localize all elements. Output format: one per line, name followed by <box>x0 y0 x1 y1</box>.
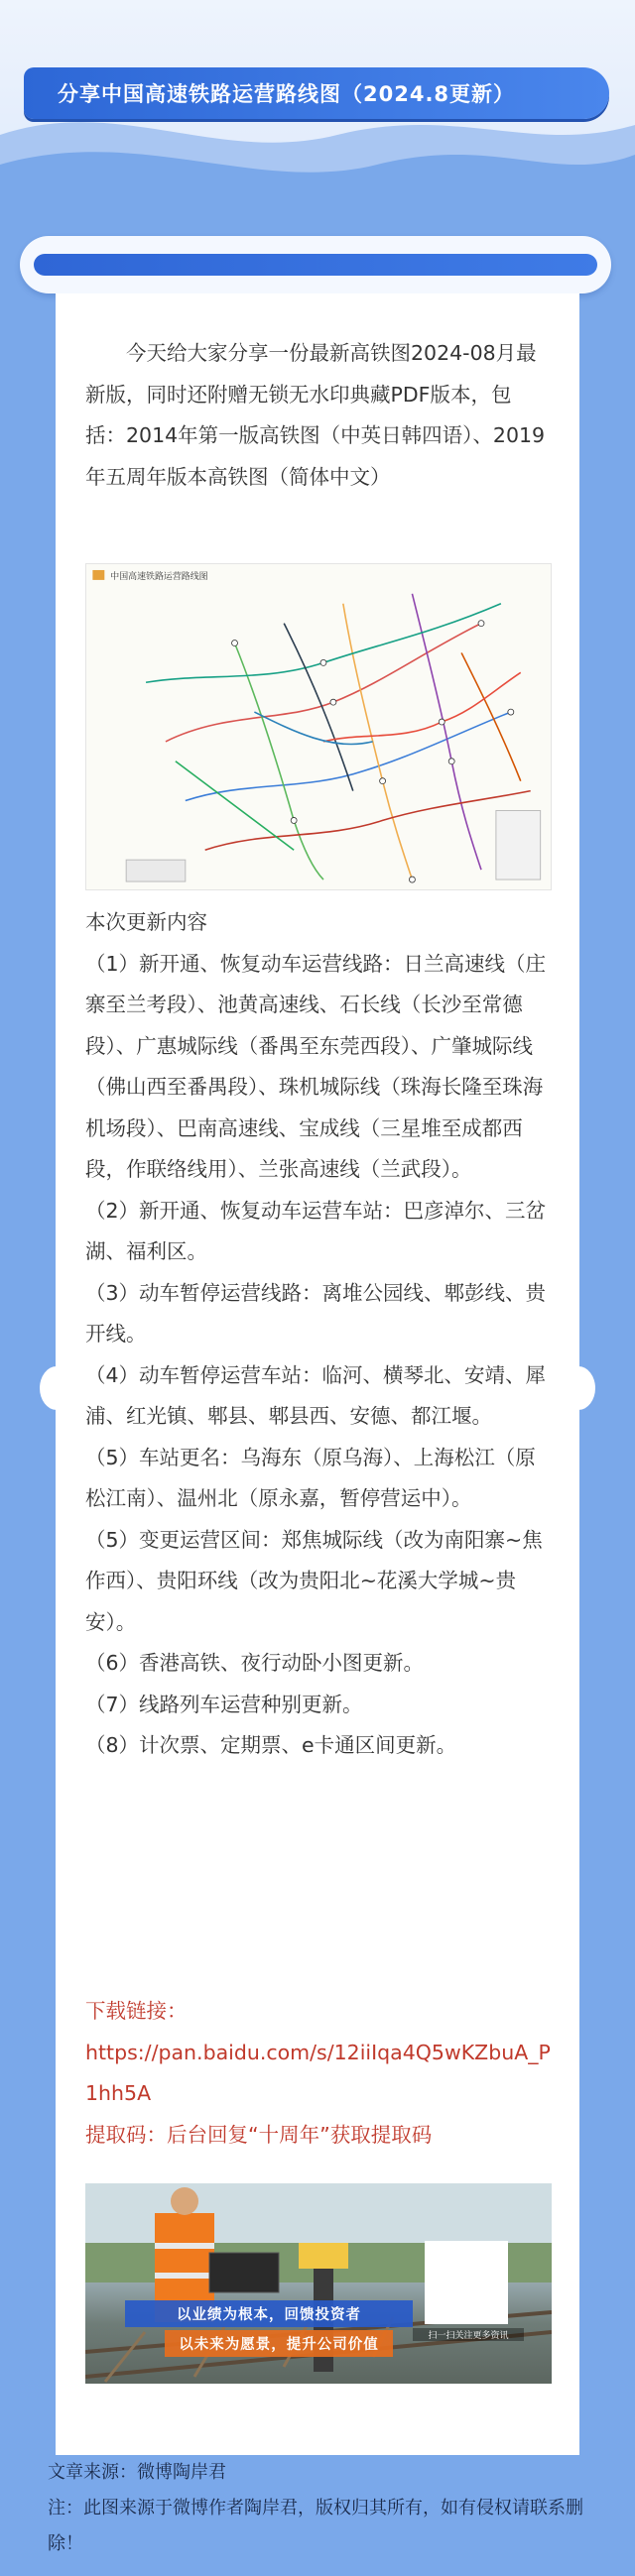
footer <box>48 2455 603 2562</box>
article-card <box>56 293 579 2455</box>
qr-code[interactable] <box>425 2241 508 2324</box>
update-item: （8）计次票、定期票、e卡通区间更新。 <box>85 1733 457 1757</box>
card-header-bar <box>34 254 597 276</box>
article-intro: 今天给大家分享一份最新高铁图2024-08月最新版，同时还附赠无锁无水印典藏PDF版本，包括：2014年第一版高铁图（中英日韩四语）、2019年五周年版本高铁图（简体中文） <box>85 341 546 489</box>
update-item: （5）车站更名：乌海东（原乌海）、上海松江（原松江南）、温州北（原永嘉，暂停营运中）。 <box>85 1445 536 1510</box>
railway-map-graphic <box>86 564 551 889</box>
promo-slogan-1: 以业绩为根本，回馈投资者 <box>125 2300 413 2327</box>
update-list <box>85 902 552 1767</box>
download-label: 下载链接： <box>85 1999 188 2023</box>
qr-caption: 扫一扫关注更多资讯 <box>413 2328 524 2341</box>
article-source: 文章来源：微博陶岸君 <box>48 2462 226 2483</box>
card-header-decoration <box>20 236 611 293</box>
update-item: （4）动车暂停运营车站：临河、横琴北、安靖、犀浦、红光镇、郫县、郫县西、安德、都江堰。 <box>85 1362 547 1428</box>
map-title: 中国高速铁路运营路线图 <box>110 571 208 582</box>
download-section <box>85 1991 552 2156</box>
update-item: （1）新开通、恢复动车运营线路：日兰高速线（庄寨至兰考段）、池黄高速线、石长线（长沙至常德段）、广惠城际线（番禺至东莞西段）、广肇城际线（佛山西至番禺段）、珠机城际线（珠海长隆至珠海机场段）、巴南高速线、宝成线（三星堆至成都西段，作联络线用）、兰张高速线（兰武段）。 <box>85 951 547 1181</box>
update-item: （7）线路列车运营种别更新。 <box>85 1692 363 1716</box>
update-item: （3）动车暂停运营线路：离堆公园线、郫彭线、贵开线。 <box>85 1280 547 1346</box>
download-link[interactable]: https://pan.baidu.com/s/12iiIqa4Q5wKZbuA_P1hh5A <box>85 2040 551 2105</box>
update-item: （6）香港高铁、夜行动卧小图更新。 <box>85 1651 425 1675</box>
railway-map-image[interactable] <box>85 563 552 890</box>
page-title: 分享中国高速铁路运营路线图（2024.8更新） <box>24 67 609 119</box>
update-item: （2）新开通、恢复动车运营车站：巴彦淖尔、三岔湖、福利区。 <box>85 1198 547 1263</box>
promo-slogan-2: 以未来为愿景，提升公司价值 <box>165 2330 393 2357</box>
copyright-note: 注：此图来源于微博作者陶岸君，版权归其所有，如有侵权请联系删除！ <box>48 2498 583 2554</box>
extract-code-text: 提取码：后台回复“十周年”获取提取码 <box>85 2122 433 2147</box>
updates-heading: 本次更新内容 <box>85 910 207 934</box>
qr-code-pattern <box>425 2241 552 2384</box>
update-item: （5）变更运营区间：郑焦城际线（改为南阳寨~焦作西）、贵阳环线（改为贵阳北~花溪大学城~贵安）。 <box>85 1527 543 1634</box>
promo-banner-image[interactable] <box>85 2183 552 2384</box>
